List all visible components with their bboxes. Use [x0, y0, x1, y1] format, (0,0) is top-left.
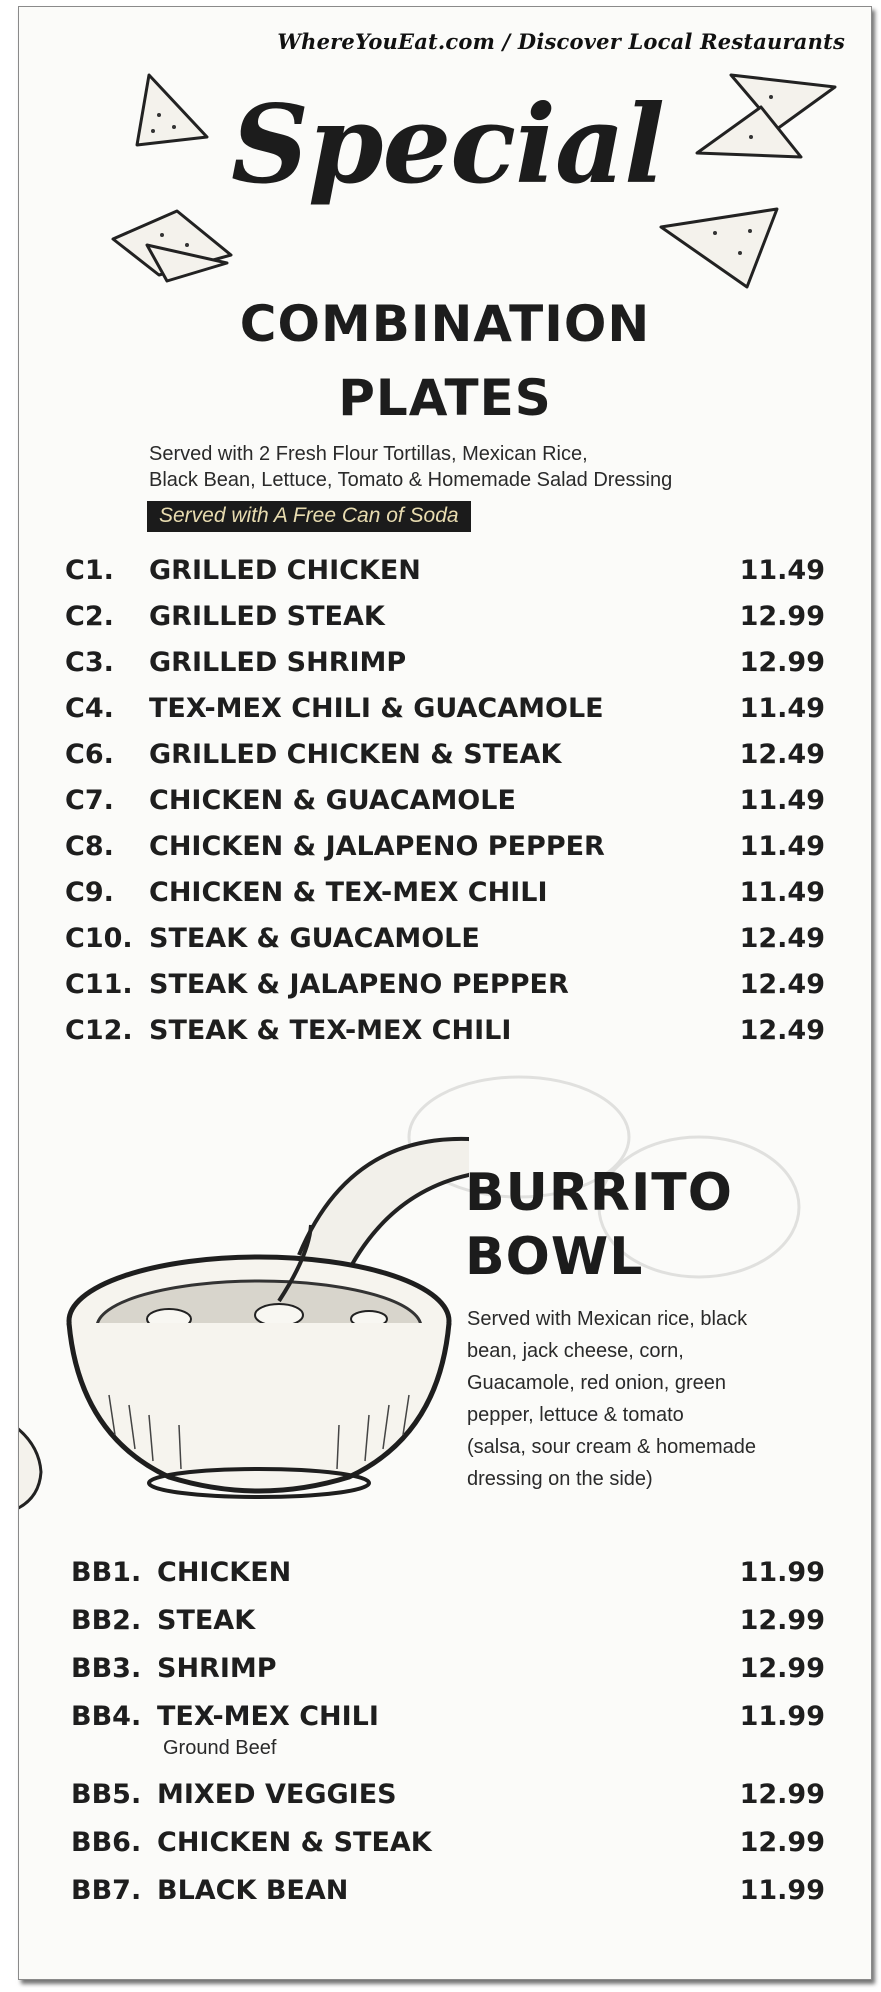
menu-item — [65, 877, 825, 913]
item-price: 11.99 — [739, 1875, 825, 1906]
item-code: C2. — [65, 601, 114, 632]
item-code: C9. — [65, 877, 114, 908]
menu-item — [65, 601, 825, 637]
menu-item — [71, 1875, 825, 1911]
burrito-bowl-title-line: BURRITO — [465, 1163, 733, 1223]
tortilla-chip-icon — [129, 65, 219, 155]
item-price: 11.49 — [739, 555, 825, 586]
item-name: GRILLED CHICKEN & STEAK — [149, 739, 562, 770]
menu-item — [65, 739, 825, 775]
menu-item — [71, 1653, 825, 1689]
item-price: 11.49 — [739, 831, 825, 862]
item-code: C10. — [65, 923, 133, 954]
item-name: GRILLED SHRIMP — [149, 647, 407, 678]
item-code: C1. — [65, 555, 114, 586]
tortilla-chip-icon — [107, 205, 237, 285]
menu-item — [65, 969, 825, 1005]
combination-description-line: Black Bean, Lettuce, Tomato & Homemade Salad Dressing — [149, 469, 673, 491]
item-price: 11.99 — [739, 1701, 825, 1732]
item-price: 12.49 — [739, 969, 825, 1000]
menu-item — [65, 647, 825, 683]
burrito-bowl-illustration-icon — [49, 1105, 469, 1525]
item-code: C11. — [65, 969, 133, 1000]
item-price: 11.49 — [739, 693, 825, 724]
item-price: 12.49 — [739, 739, 825, 770]
tortilla-chip-icon — [691, 67, 841, 167]
item-name: CHICKEN — [157, 1557, 292, 1588]
item-code: BB3. — [71, 1653, 142, 1684]
menu-item — [71, 1605, 825, 1641]
watermark: WhereYouEat.com / Discover Local Restaurants — [277, 29, 845, 54]
tortilla-chip-icon — [655, 203, 785, 293]
item-price: 12.99 — [739, 1605, 825, 1636]
item-code: BB4. — [71, 1701, 142, 1732]
item-name: STEAK & JALAPENO PEPPER — [149, 969, 569, 1000]
edge-illustration-icon — [18, 1412, 49, 1522]
free-soda-banner: Served with A Free Can of Soda — [147, 501, 471, 532]
burrito-bowl-title — [465, 1161, 733, 1289]
item-name: BLACK BEAN — [157, 1875, 349, 1906]
item-code: C12. — [65, 1015, 133, 1046]
item-name: STEAK & GUACAMOLE — [149, 923, 480, 954]
menu-item — [65, 831, 825, 867]
burrito-bowl-description-line: (salsa, sour cream & homemade — [467, 1436, 757, 1458]
burrito-bowl-description-line: dressing on the side) — [467, 1468, 653, 1490]
burrito-bowl-description-line: pepper, lettuce & tomato — [467, 1404, 684, 1426]
combination-description — [149, 441, 672, 493]
burrito-bowl-description-line: bean, jack cheese, corn, — [467, 1340, 684, 1362]
item-code: BB6. — [71, 1827, 142, 1858]
menu-item — [65, 923, 825, 959]
burrito-bowl-description-line: Served with Mexican rice, black — [467, 1308, 748, 1330]
menu-item — [71, 1701, 825, 1761]
item-name: MIXED VEGGIES — [157, 1779, 397, 1810]
menu-item — [65, 785, 825, 821]
item-code: BB7. — [71, 1875, 142, 1906]
item-code: C3. — [65, 647, 114, 678]
menu-item — [65, 1015, 825, 1051]
special-script-title: Special — [231, 82, 665, 208]
item-price: 11.99 — [739, 1557, 825, 1588]
item-name: CHICKEN & STEAK — [157, 1827, 432, 1858]
item-name: TEX-MEX CHILI & GUACAMOLE — [149, 693, 604, 724]
item-price: 11.49 — [739, 877, 825, 908]
item-name: CHICKEN & GUACAMOLE — [149, 785, 516, 816]
burrito-bowl-title-line: BOWL — [465, 1227, 644, 1287]
combination-description-line: Served with 2 Fresh Flour Tortillas, Mexican Rice, — [149, 443, 588, 465]
item-subtitle: Ground Beef — [163, 1737, 277, 1759]
combination-title-line1: COMBINATION — [239, 295, 651, 353]
menu-item — [71, 1827, 825, 1863]
item-name: CHICKEN & JALAPENO PEPPER — [149, 831, 605, 862]
item-name: STEAK — [157, 1605, 256, 1636]
item-name: CHICKEN & TEX-MEX CHILI — [149, 877, 548, 908]
menu-item — [71, 1779, 825, 1815]
item-code: C6. — [65, 739, 114, 770]
item-price: 12.99 — [739, 1653, 825, 1684]
item-price: 11.49 — [739, 785, 825, 816]
item-name: TEX-MEX CHILI — [157, 1701, 379, 1732]
item-code: BB1. — [71, 1557, 142, 1588]
item-price: 12.99 — [739, 601, 825, 632]
menu-item — [65, 555, 825, 591]
item-code: C4. — [65, 693, 114, 724]
item-name: GRILLED STEAK — [149, 601, 385, 632]
item-price: 12.99 — [739, 647, 825, 678]
item-price: 12.99 — [739, 1779, 825, 1810]
combination-title-line2: PLATES — [338, 369, 552, 427]
burrito-bowl-description — [467, 1303, 847, 1495]
item-price: 12.49 — [739, 1015, 825, 1046]
menu-item — [65, 693, 825, 729]
item-price: 12.49 — [739, 923, 825, 954]
item-name: STEAK & TEX-MEX CHILI — [149, 1015, 512, 1046]
item-code: BB2. — [71, 1605, 142, 1636]
item-name: SHRIMP — [157, 1653, 277, 1684]
item-code: C7. — [65, 785, 114, 816]
item-name: GRILLED CHICKEN — [149, 555, 421, 586]
item-price: 12.99 — [739, 1827, 825, 1858]
menu-page — [18, 6, 872, 1980]
item-code: BB5. — [71, 1779, 142, 1810]
menu-item — [71, 1557, 825, 1593]
burrito-bowl-description-line: Guacamole, red onion, green — [467, 1372, 727, 1394]
item-code: C8. — [65, 831, 114, 862]
